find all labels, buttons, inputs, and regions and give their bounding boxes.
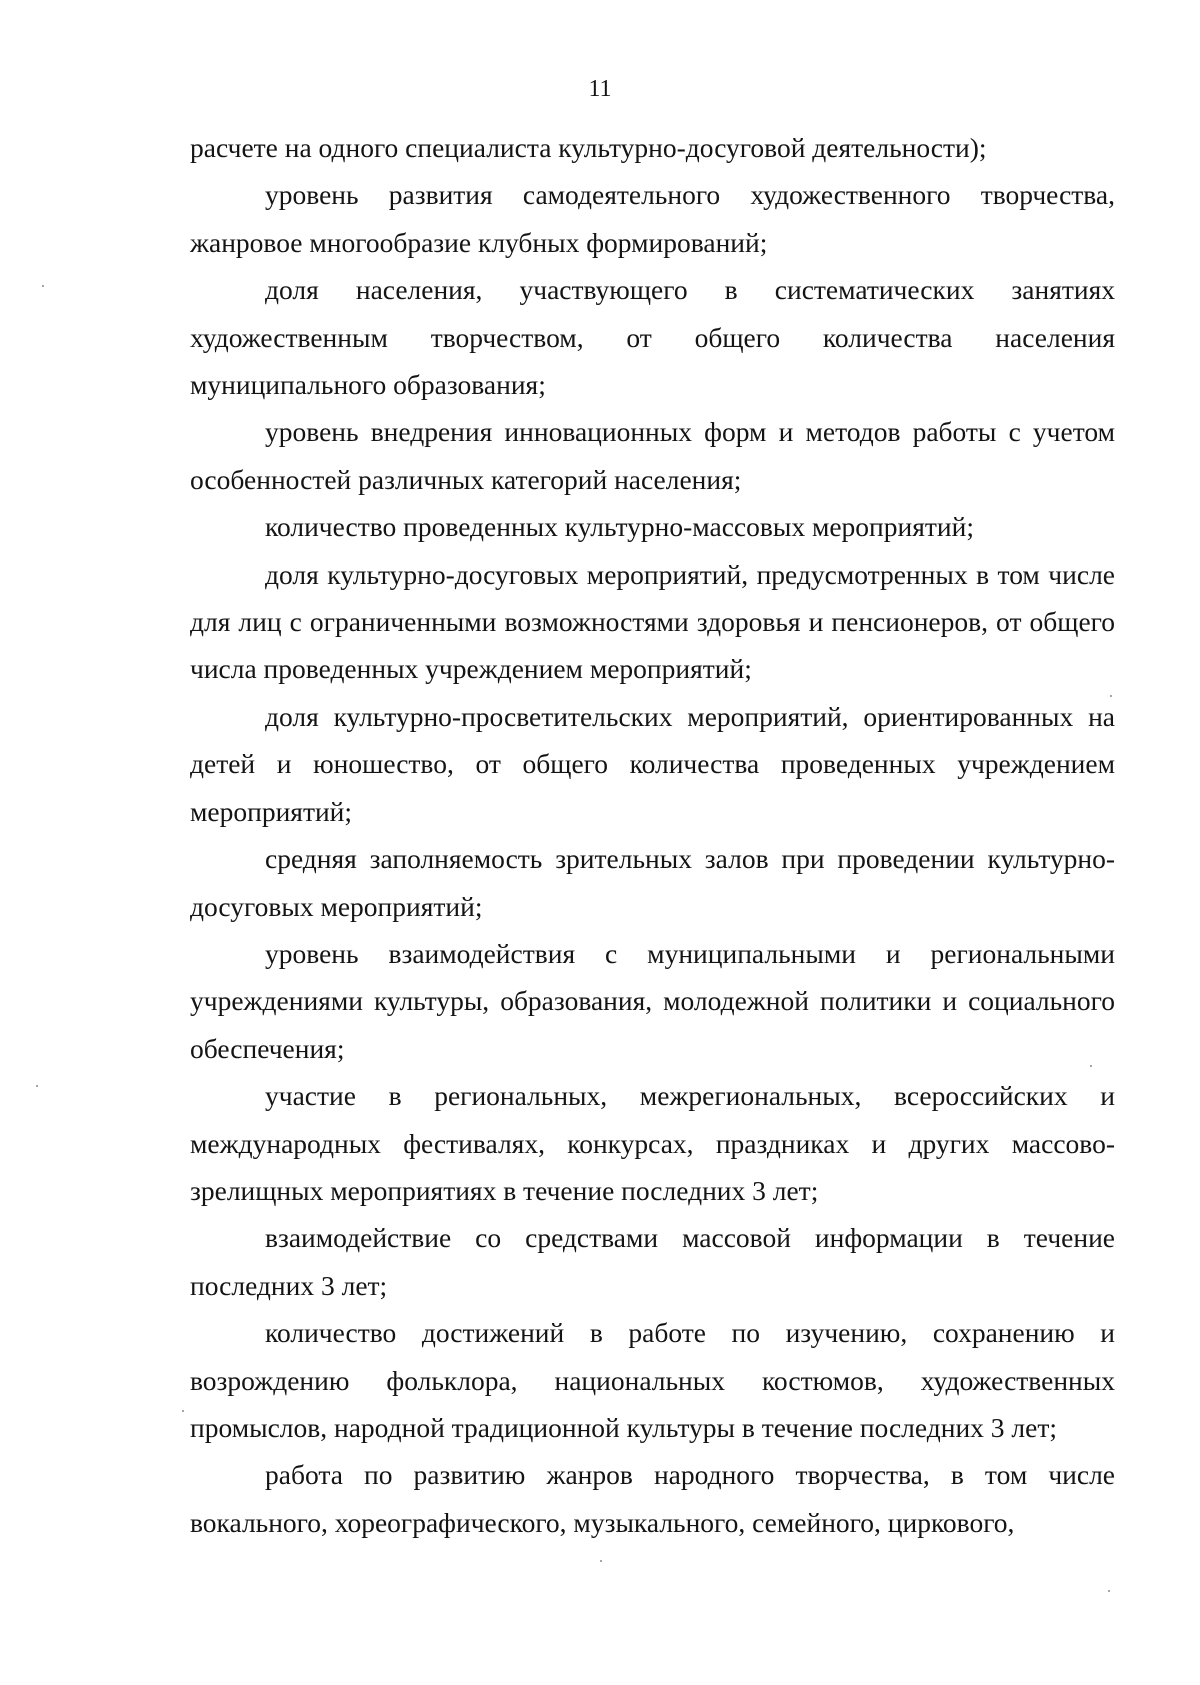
- scan-speck: [36, 1085, 38, 1087]
- paragraph: уровень взаимодействия с муниципальными и региональными учреждениями культуры, образования, молодежной политики и социального обеспечения;: [190, 937, 1115, 1064]
- paragraph: участие в региональных, межрегиональных, всероссийских и международных фестивалях, конкурсах, праздниках и других массово-зрелищных мероприятиях в течение последних 3 лет;: [190, 1080, 1115, 1206]
- paragraph: уровень внедрения инновационных форм и методов работы с учетом особенностей различных категорий населения;: [190, 416, 1115, 495]
- scan-speck: [1108, 1590, 1110, 1592]
- scan-speck: [600, 1560, 602, 1562]
- scan-speck: [1110, 695, 1112, 697]
- paragraph: доля культурно-досуговых мероприятий, предусмотренных в том числе для лиц с ограниченными возможностями здоровья и пенсионеров, от общего числа проведенных учреждением мероприятий;: [190, 558, 1115, 685]
- paragraph: уровень развития самодеятельного художественного творчества, жанровое многообразие клубных формирований;: [190, 179, 1115, 258]
- scan-speck: [182, 1410, 184, 1412]
- body-text: [190, 124, 1115, 1546]
- scan-speck: [42, 285, 44, 287]
- paragraph: доля культурно-просветительских мероприятий, ориентированных на детей и юношество, от общего количества проведенных учреждением мероприятий;: [190, 700, 1115, 827]
- paragraph: количество достижений в работе по изучению, сохранению и возрождению фольклора, национальных костюмов, художественных промыслов, народной традиционной культуры в течение последних 3 лет;: [190, 1317, 1115, 1443]
- paragraph: взаимодействие со средствами массовой информации в течение последних 3 лет;: [190, 1222, 1115, 1301]
- paragraph: расчете на одного специалиста культурно-досуговой деятельности);: [190, 132, 987, 163]
- scan-speck: [1090, 1065, 1092, 1067]
- paragraph: количество проведенных культурно-массовых мероприятий;: [265, 511, 974, 543]
- paragraph: работа по развитию жанров народного творчества, в том числе вокального, хореографического, музыкального, семейного, циркового,: [190, 1459, 1115, 1538]
- paragraph: доля населения, участвующего в систематических занятиях художественным творчеством, от общего количества населения муниципального образования;: [190, 274, 1115, 401]
- paragraph: средняя заполняемость зрительных залов при проведении культурно-досуговых мероприятий;: [190, 843, 1115, 922]
- page-number: 11: [588, 76, 612, 102]
